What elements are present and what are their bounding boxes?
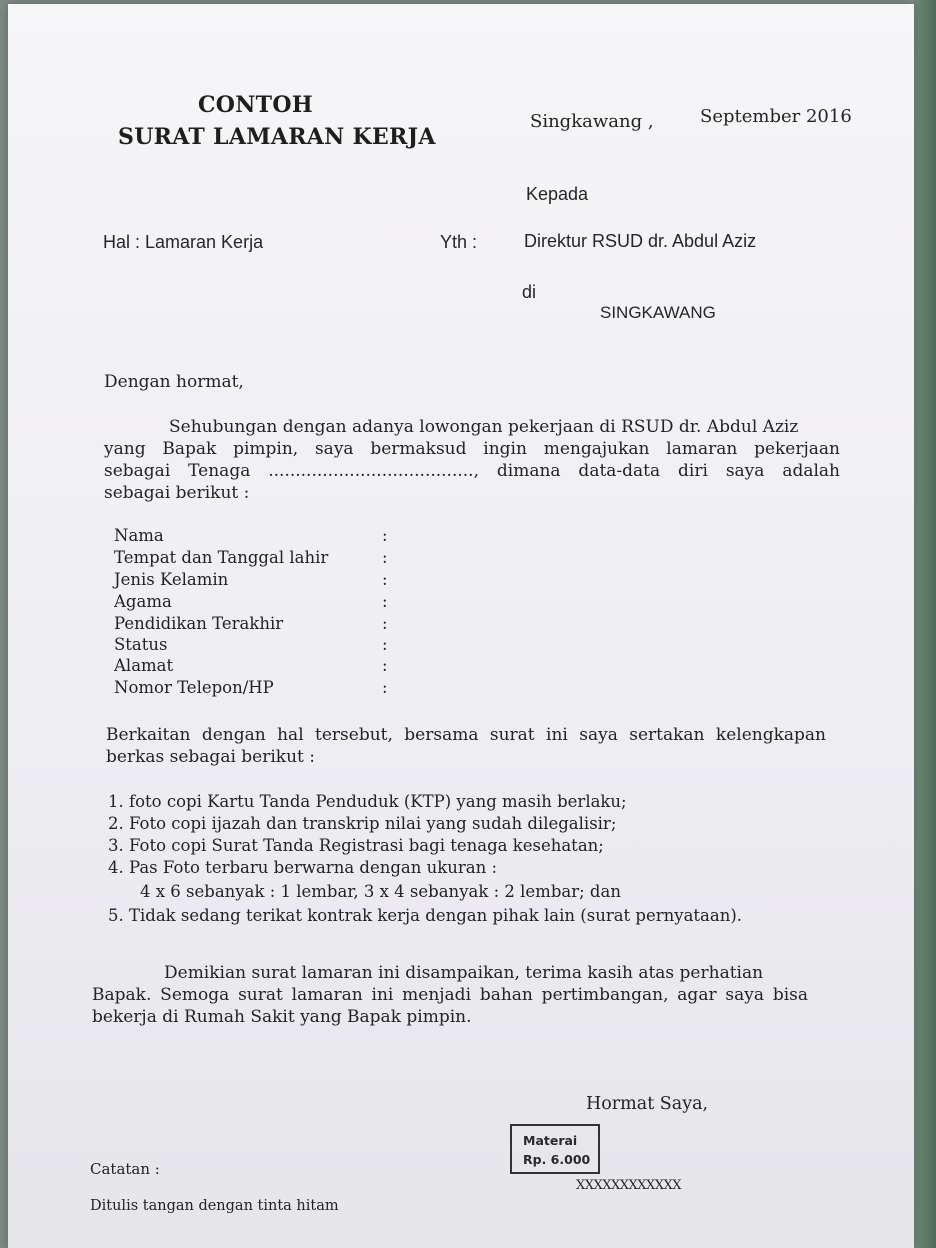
field-colon: :	[382, 526, 388, 545]
attachment-item: 4. Pas Foto terbaru berwarna dengan ukuran :	[108, 858, 498, 877]
attachments-intro-line: berkas sebagai berikut :	[106, 747, 316, 767]
closing-salutation: Hormat Saya,	[586, 1094, 709, 1114]
closing-line: bekerja di Rumah Sakit yang Bapak pimpin.	[92, 1007, 472, 1027]
kepada-label: Kepada	[526, 184, 589, 204]
field-colon: :	[382, 635, 388, 654]
field-label-agama: Agama	[114, 592, 172, 611]
greeting: Dengan hormat,	[104, 372, 244, 392]
stamp-box	[510, 1124, 600, 1174]
intro-line: sebagai berikut :	[104, 483, 250, 503]
intro-line: yang Bapak pimpin, saya bermaksud ingin mengajukan lamaran pekerjaan	[104, 439, 840, 459]
field-colon: :	[382, 592, 388, 611]
attachment-item: 3. Foto copi Surat Tanda Registrasi bagi tenaga kesehatan;	[108, 836, 604, 855]
field-colon: :	[382, 570, 388, 589]
signer-name: XXXXXXXXXXXX	[576, 1178, 682, 1193]
yth-label: Yth :	[440, 232, 478, 252]
di-label: di	[522, 282, 537, 302]
field-label-pendidikan: Pendidikan Terakhir	[114, 614, 284, 633]
field-label-ttl: Tempat dan Tanggal lahir	[114, 548, 329, 567]
field-colon: :	[382, 614, 388, 633]
closing-line: Bapak. Semoga surat lamaran ini menjadi bahan pertimbangan, agar saya bisa	[92, 985, 808, 1005]
background-edge	[914, 0, 936, 1248]
title-line2: SURAT LAMARAN KERJA	[118, 124, 436, 150]
stamp-value: Rp. 6.000	[523, 1152, 591, 1167]
intro-line: Sehubungan dengan adanya lowongan pekerjaan di RSUD dr. Abdul Aziz	[169, 417, 799, 437]
field-colon: :	[382, 548, 388, 567]
field-label-telepon: Nomor Telepon/HP	[114, 678, 274, 697]
field-label-status: Status	[114, 635, 168, 654]
place-city: Singkawang ,	[530, 111, 654, 132]
field-label-alamat: Alamat	[114, 656, 174, 675]
attachment-item: 5. Tidak sedang terikat kontrak kerja dengan pihak lain (surat pernyataan).	[108, 906, 743, 925]
attachments-intro-line: Berkaitan dengan hal tersebut, bersama surat ini saya sertakan kelengkapan	[106, 725, 826, 745]
note-text: Ditulis tangan dengan tinta hitam	[90, 1198, 339, 1214]
attachment-item: 2. Foto copi ijazah dan transkrip nilai yang sudah dilegalisir;	[108, 814, 617, 833]
intro-paragraph	[104, 416, 840, 504]
attachment-item-sub: 4 x 6 sebanyak : 1 lembar, 3 x 4 sebanyak : 2 lembar; dan	[140, 882, 621, 901]
recipient: Direktur RSUD dr. Abdul Aziz	[524, 231, 757, 251]
place-date: September 2016	[700, 106, 852, 127]
closing-line: Demikian surat lamaran ini disampaikan, terima kasih atas perhatian	[164, 963, 764, 983]
stamp-label: Materai	[523, 1133, 578, 1148]
recipient-city: SINGKAWANG	[600, 303, 716, 322]
field-colon: :	[382, 656, 388, 675]
title-line1: CONTOH	[198, 92, 313, 118]
intro-line: sebagai Tenaga ......................................, dimana data-data diri saya adalah	[104, 461, 840, 481]
attachment-item: 1. foto copi Kartu Tanda Penduduk (KTP) yang masih berlaku;	[108, 792, 627, 811]
attachments-intro	[106, 724, 826, 768]
subject-line: Hal : Lamaran Kerja	[103, 232, 264, 252]
note-label: Catatan :	[90, 1160, 160, 1178]
field-label-nama: Nama	[114, 526, 164, 545]
letter-sheet	[8, 4, 914, 1248]
field-colon: :	[382, 678, 388, 697]
closing-paragraph	[92, 962, 808, 1028]
field-label-jenis-kelamin: Jenis Kelamin	[114, 570, 229, 589]
